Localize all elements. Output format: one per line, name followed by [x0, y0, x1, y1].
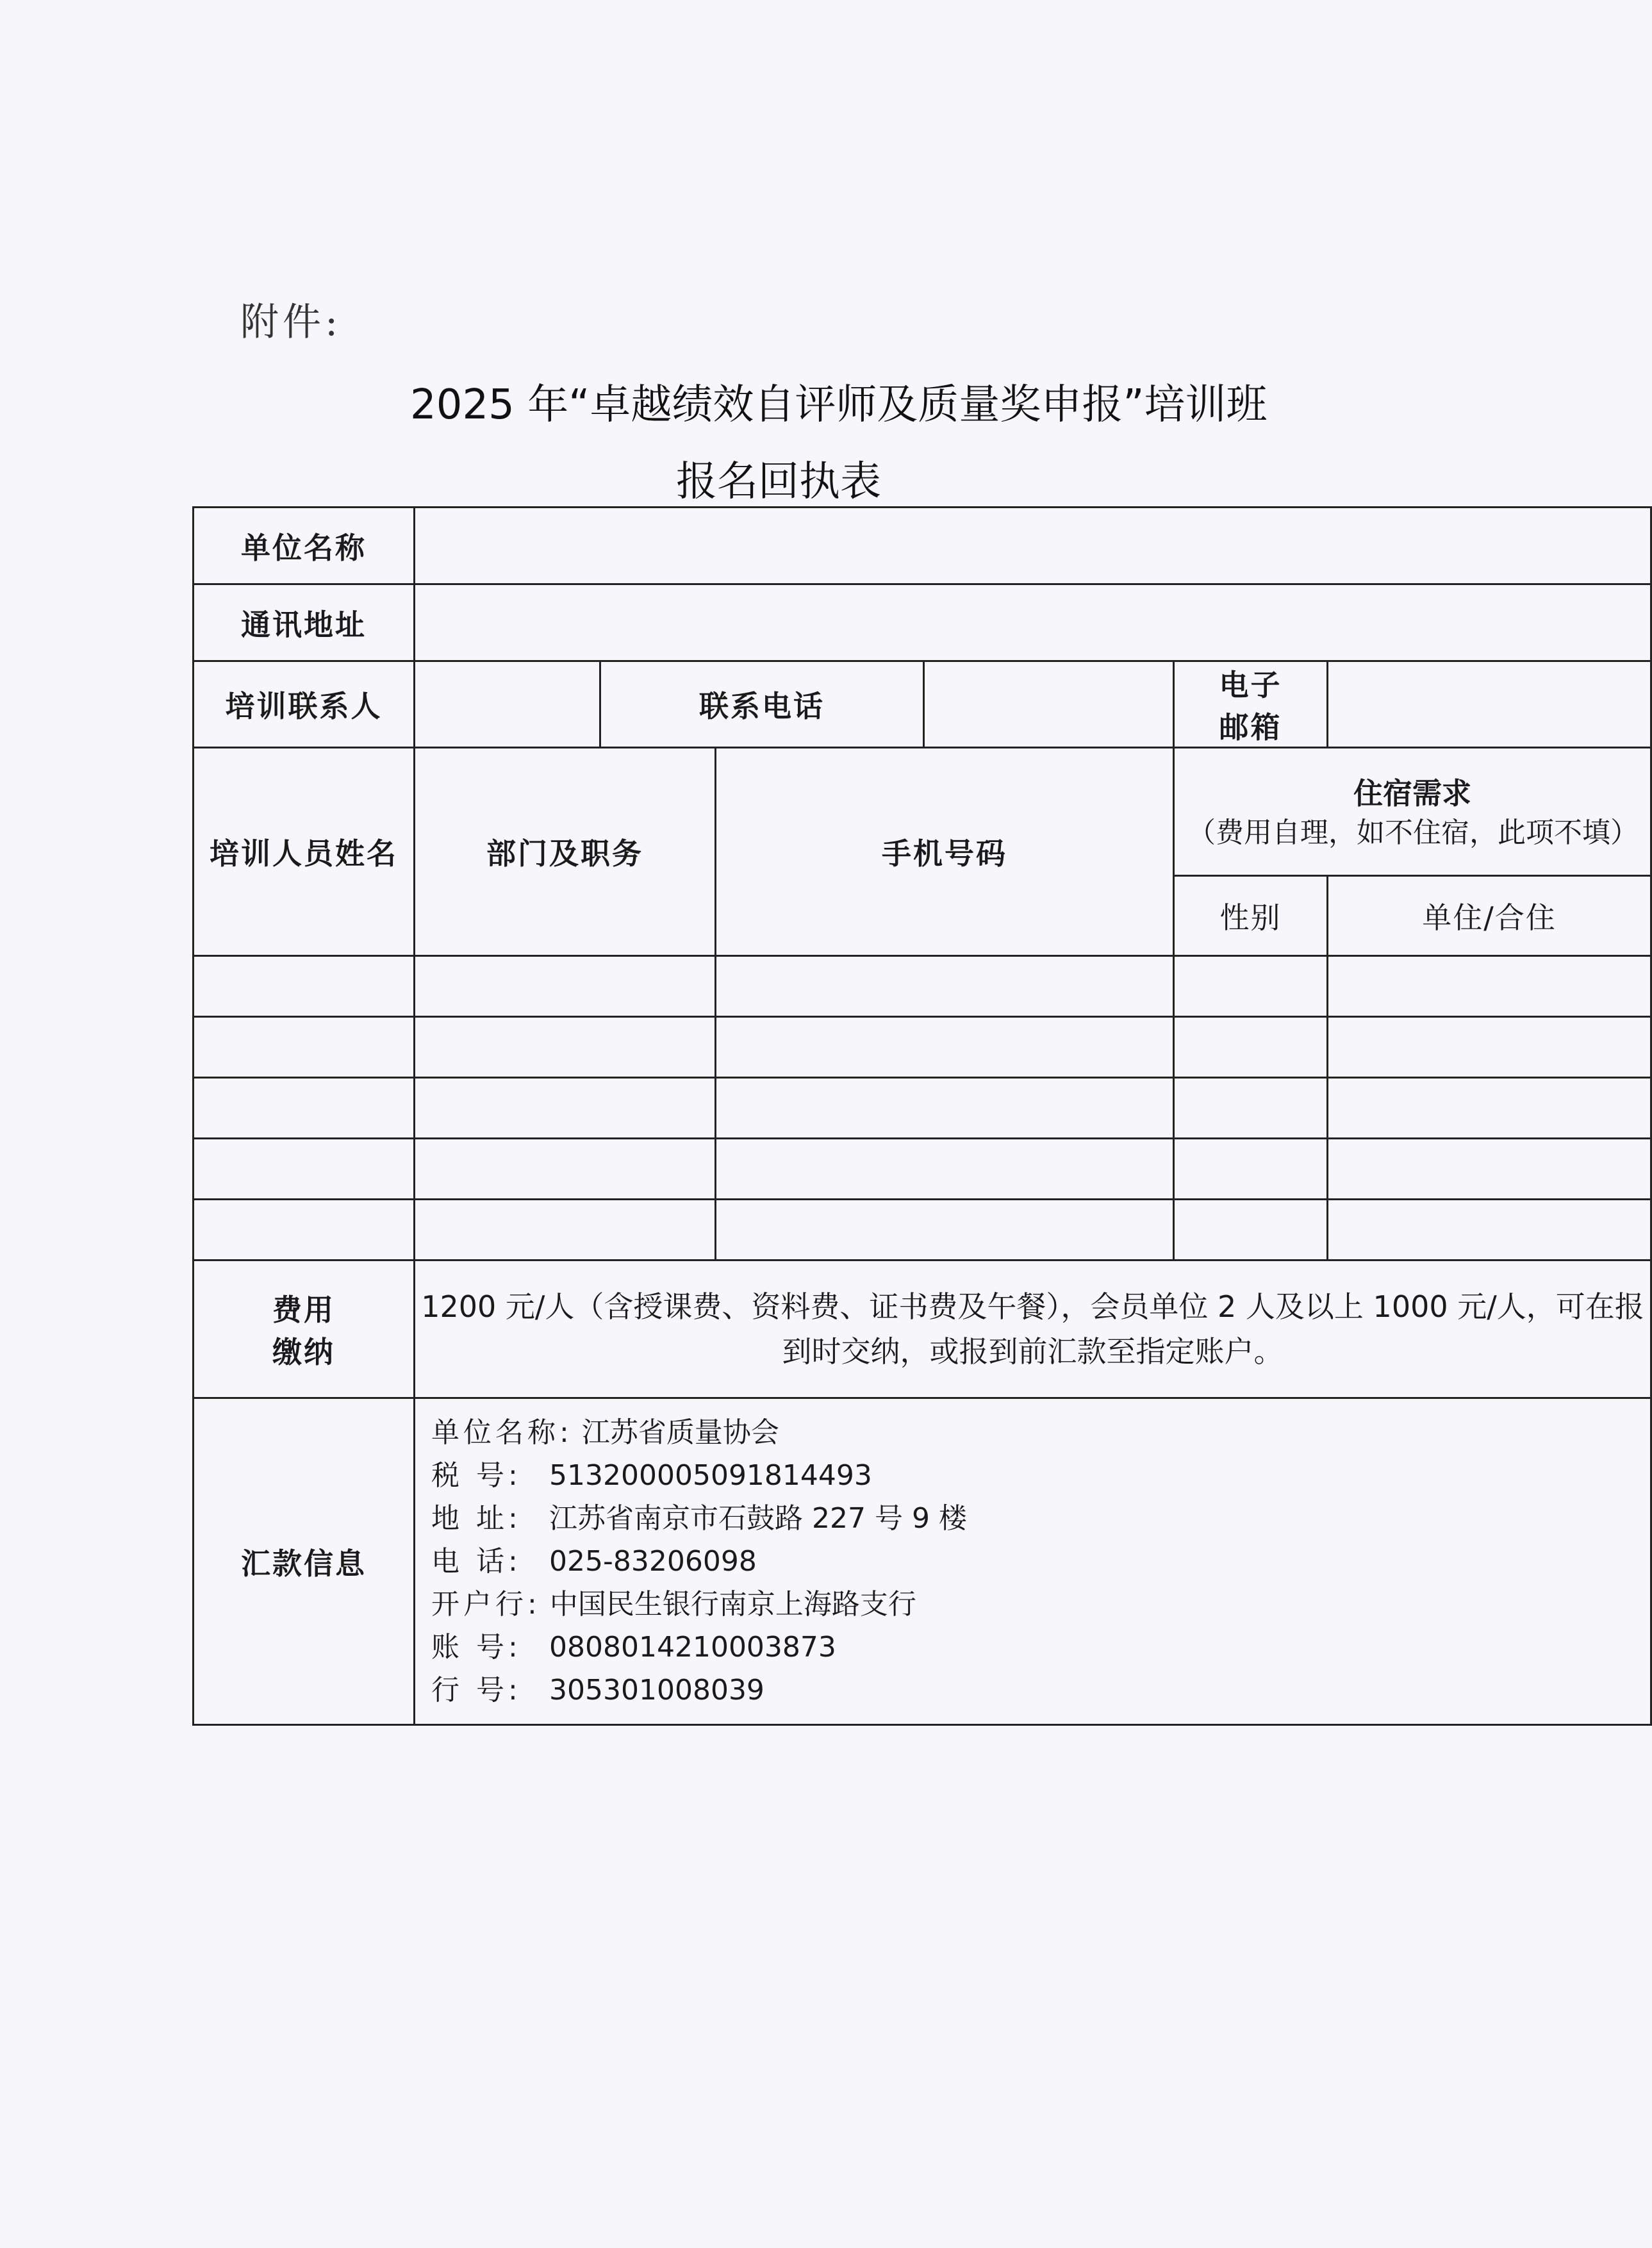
room-type-header: 单住/合住 — [1328, 876, 1651, 956]
bank-branch — [431, 1583, 1650, 1626]
trainee-dept-cell[interactable] — [415, 1017, 716, 1078]
trainee-room-cell[interactable] — [1328, 1200, 1651, 1260]
trainee-row — [194, 1139, 1651, 1200]
bank-account — [431, 1626, 1650, 1669]
bank-phone — [431, 1540, 1650, 1583]
remit-label: 汇款信息 — [194, 1398, 415, 1725]
email-label — [1174, 661, 1328, 748]
fee-label — [194, 1260, 415, 1398]
trainee-name-cell[interactable] — [194, 1017, 415, 1078]
bank-code-key: 行 号: — [431, 1674, 522, 1707]
trainee-gender-cell[interactable] — [1174, 956, 1328, 1017]
address-field[interactable] — [415, 584, 1651, 661]
remit-info — [415, 1398, 1651, 1725]
trainee-mobile-cell[interactable] — [716, 956, 1174, 1017]
trainee-room-cell[interactable] — [1328, 1017, 1651, 1078]
attachment-label: 附件: — [240, 300, 342, 345]
bank-tax-id-value: 513200005091814493 — [549, 1459, 872, 1492]
phone-field[interactable] — [924, 661, 1174, 748]
trainee-name-cell[interactable] — [194, 1078, 415, 1139]
bank-unit-name — [431, 1411, 1650, 1454]
trainee-name-header: 培训人员姓名 — [194, 748, 415, 956]
unit-name-field[interactable] — [415, 508, 1651, 584]
trainee-row — [194, 1017, 1651, 1078]
gender-header: 性别 — [1174, 876, 1328, 956]
dept-header: 部门及职务 — [415, 748, 716, 956]
trainee-gender-cell[interactable] — [1174, 1139, 1328, 1200]
trainee-mobile-cell[interactable] — [716, 1078, 1174, 1139]
trainee-room-cell[interactable] — [1328, 956, 1651, 1017]
accommodation-header — [1174, 748, 1651, 876]
address-label: 通讯地址 — [194, 584, 415, 661]
trainee-gender-cell[interactable] — [1174, 1200, 1328, 1260]
trainee-row — [194, 1078, 1651, 1139]
contact-label: 培训联系人 — [194, 661, 415, 748]
trainee-mobile-cell[interactable] — [716, 1139, 1174, 1200]
bank-account-key: 账 号: — [431, 1631, 522, 1664]
trainee-gender-cell[interactable] — [1174, 1078, 1328, 1139]
trainee-dept-cell[interactable] — [415, 1200, 716, 1260]
bank-address — [431, 1497, 1650, 1540]
trainee-room-cell[interactable] — [1328, 1139, 1651, 1200]
bank-unit-name-key: 单位名称: — [431, 1416, 573, 1449]
accommodation-title: 住宿需求 — [1353, 775, 1471, 811]
registration-form-table — [192, 506, 1652, 1726]
trainee-dept-cell[interactable] — [415, 1078, 716, 1139]
contact-field[interactable] — [415, 661, 600, 748]
bank-account-value: 0808014210003873 — [549, 1631, 836, 1664]
form-subtitle: 报名回执表 — [676, 458, 881, 506]
mobile-header: 手机号码 — [716, 748, 1174, 956]
bank-branch-key: 开户行: — [431, 1588, 541, 1621]
trainee-room-cell[interactable] — [1328, 1078, 1651, 1139]
bank-unit-name-value: 江苏省质量协会 — [581, 1416, 779, 1449]
bank-code-value: 305301008039 — [549, 1674, 764, 1707]
email-field[interactable] — [1328, 661, 1651, 748]
form-title: 2025 年“卓越绩效自评师及质量奖申报”培训班 — [410, 381, 1268, 429]
trainee-name-cell[interactable] — [194, 1200, 415, 1260]
bank-address-value: 江苏省南京市石鼓路 227 号 9 楼 — [549, 1502, 967, 1535]
fee-label-line2: 缴纳 — [272, 1335, 335, 1369]
bank-tax-id — [431, 1454, 1650, 1497]
trainee-dept-cell[interactable] — [415, 956, 716, 1017]
bank-phone-key: 电 话: — [431, 1545, 522, 1578]
trainee-row — [194, 956, 1651, 1017]
trainee-row — [194, 1200, 1651, 1260]
email-label-line2: 邮箱 — [1219, 710, 1282, 745]
fee-label-line1: 费用 — [272, 1293, 335, 1327]
trainee-mobile-cell[interactable] — [716, 1017, 1174, 1078]
trainee-name-cell[interactable] — [194, 1139, 415, 1200]
trainee-dept-cell[interactable] — [415, 1139, 716, 1200]
trainee-gender-cell[interactable] — [1174, 1017, 1328, 1078]
accommodation-note: （费用自理，如不住宿，此项不填） — [1187, 816, 1639, 849]
fee-description: 1200 元/人（含授课费、资料费、证书费及午餐），会员单位 2 人及以上 1000 元/人，可在报到时交纳，或报到前汇款至指定账户。 — [415, 1260, 1651, 1398]
unit-name-label: 单位名称 — [194, 508, 415, 584]
trainee-mobile-cell[interactable] — [716, 1200, 1174, 1260]
bank-phone-value: 025-83206098 — [549, 1545, 757, 1578]
bank-address-key: 地 址: — [431, 1502, 522, 1535]
phone-label: 联系电话 — [600, 661, 924, 748]
trainee-name-cell[interactable] — [194, 956, 415, 1017]
bank-branch-value: 中国民生银行南京上海路支行 — [549, 1588, 916, 1621]
email-label-line1: 电子 — [1219, 668, 1282, 702]
bank-tax-id-key: 税 号: — [431, 1459, 522, 1492]
bank-code — [431, 1669, 1650, 1712]
